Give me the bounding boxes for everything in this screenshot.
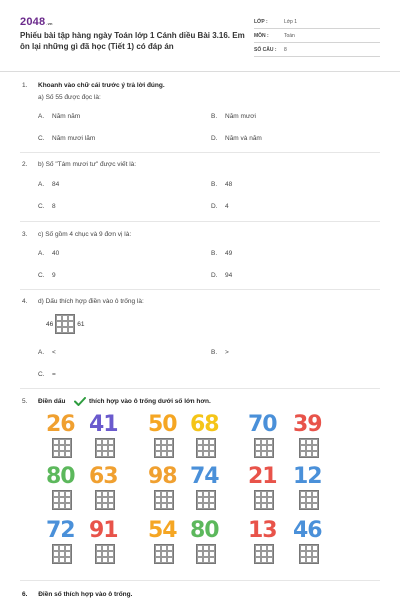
meta-table [254,15,380,57]
answer-box[interactable] [254,490,274,510]
page-title: Phiếu bài tập hàng ngày Toán lớp 1 Cánh diều Bài 3.16. Em ôn lại những gì đã học (Tiết 1) có đáp án [20,31,245,51]
option-letter: A. [38,113,45,120]
question-divider [20,152,380,153]
question-text: d) Dấu thích hợp điền vào ô trống là: [38,298,144,305]
meta-value: Lớp 1 [284,18,298,25]
question-text: c) Số gồm 4 chục và 9 đơn vị là: [38,231,132,238]
meta-key: LỚP : [254,18,268,25]
option-text: 49 [225,250,233,257]
meta-row-count [254,43,380,57]
option-d[interactable] [211,272,232,279]
option-text: = [52,371,56,378]
number-74: 74 [190,464,219,489]
option-letter: B. [211,113,218,120]
answer-box[interactable] [52,438,72,458]
option-c[interactable] [38,203,56,210]
answer-box[interactable] [95,490,115,510]
question-6 [22,591,132,598]
option-c[interactable] [38,371,56,378]
number-70: 70 [248,412,277,437]
question-instruction: Khoanh vào chữ cái trước ý trả lời đúng. [38,82,165,89]
option-d[interactable] [211,203,229,210]
option-c[interactable] [38,135,95,142]
option-a[interactable] [38,113,80,120]
option-text: < [52,349,56,356]
header-divider [0,71,400,72]
meta-row-class [254,15,380,29]
question-number: 1. [22,82,28,89]
question-divider [20,388,380,389]
option-letter: C. [38,135,45,142]
option-a[interactable] [38,181,59,188]
answer-box[interactable] [154,544,174,564]
option-text: 40 [52,250,60,257]
question-divider [20,580,380,581]
comparison-expression [46,314,84,334]
meta-key: MÔN : [254,32,269,39]
number-80: 80 [190,518,219,543]
number-50: 50 [148,412,177,437]
option-d[interactable] [211,135,262,142]
number-63: 63 [89,464,118,489]
question-number: 5. [22,398,28,405]
option-letter: C. [38,272,45,279]
option-letter: B. [211,181,218,188]
question-text: Điền số thích hợp vào ô trống. [38,591,133,598]
answer-box[interactable] [95,438,115,458]
answer-box[interactable] [299,438,319,458]
answer-box[interactable] [299,490,319,510]
option-letter: D. [211,272,218,279]
option-text: Năm mươi [225,113,257,120]
option-text: > [225,349,229,356]
option-text: 4 [225,203,229,210]
option-b[interactable] [211,181,232,188]
number-91: 91 [89,518,118,543]
question-text: a) Số 55 được đọc là: [38,94,101,101]
option-text: Năm mươi lăm [52,135,96,142]
question-number: 3. [22,231,28,238]
option-text: 8 [52,203,56,210]
question-number: 4. [22,298,28,305]
question-text: b) Số "Tám mươi tư" được viết là: [38,161,137,168]
meta-key: SỐ CÂU : [254,46,277,53]
answer-box[interactable] [55,314,75,334]
number-46: 46 [293,518,322,543]
right-number: 61 [77,320,85,328]
option-a[interactable] [38,349,56,356]
answer-box[interactable] [196,438,216,458]
instruction-part: Điền dấu [38,398,66,405]
option-b[interactable] [211,250,232,257]
question-instruction [38,398,65,405]
number-80: 80 [46,464,75,489]
answer-box[interactable] [299,544,319,564]
logo-text: 2048 [20,16,46,28]
number-41: 41 [89,412,118,437]
number-72: 72 [46,518,75,543]
answer-box[interactable] [254,438,274,458]
option-text: 9 [52,272,56,279]
option-a[interactable] [38,250,59,257]
option-letter: D. [211,135,218,142]
answer-box[interactable] [196,490,216,510]
option-letter: C. [38,371,45,378]
meta-value: Toán [284,32,295,39]
option-text: 94 [225,272,233,279]
number-54: 54 [148,518,177,543]
number-98: 98 [148,464,177,489]
question-divider [20,289,380,290]
option-b[interactable] [211,349,229,356]
meta-value: 8 [284,46,287,53]
checkmark-icon [74,397,86,406]
option-letter: D. [211,203,218,210]
answer-box[interactable] [154,490,174,510]
option-letter: A. [38,349,45,356]
option-letter: A. [38,181,45,188]
site-logo[interactable] [20,16,53,28]
option-text: Năm năm [52,113,81,120]
answer-box[interactable] [196,544,216,564]
number-39: 39 [293,412,322,437]
option-letter: C. [38,203,45,210]
number-26: 26 [46,412,75,437]
number-12: 12 [293,464,322,489]
option-b[interactable] [211,113,256,120]
option-text: 48 [225,181,233,188]
option-text: Năm và năm [225,135,262,142]
question-number: 2. [22,161,28,168]
question-divider [20,221,380,222]
option-letter: B. [211,349,218,356]
option-text: 84 [52,181,60,188]
answer-box[interactable] [52,544,72,564]
option-letter: A. [38,250,45,257]
option-c[interactable] [38,272,56,279]
answer-box[interactable] [154,438,174,458]
answer-box[interactable] [95,544,115,564]
number-68: 68 [190,412,219,437]
answer-box[interactable] [52,490,72,510]
logo-suffix: .vn [46,21,53,26]
number-13: 13 [248,518,277,543]
meta-row-subject [254,29,380,43]
option-letter: B. [211,250,218,257]
question-instruction-rest: thích hợp vào ô trống dưới số lớn hơn. [89,398,211,405]
answer-box[interactable] [254,544,274,564]
left-number: 46 [46,320,54,328]
question-number: 6. [22,591,28,598]
number-21: 21 [248,464,277,489]
